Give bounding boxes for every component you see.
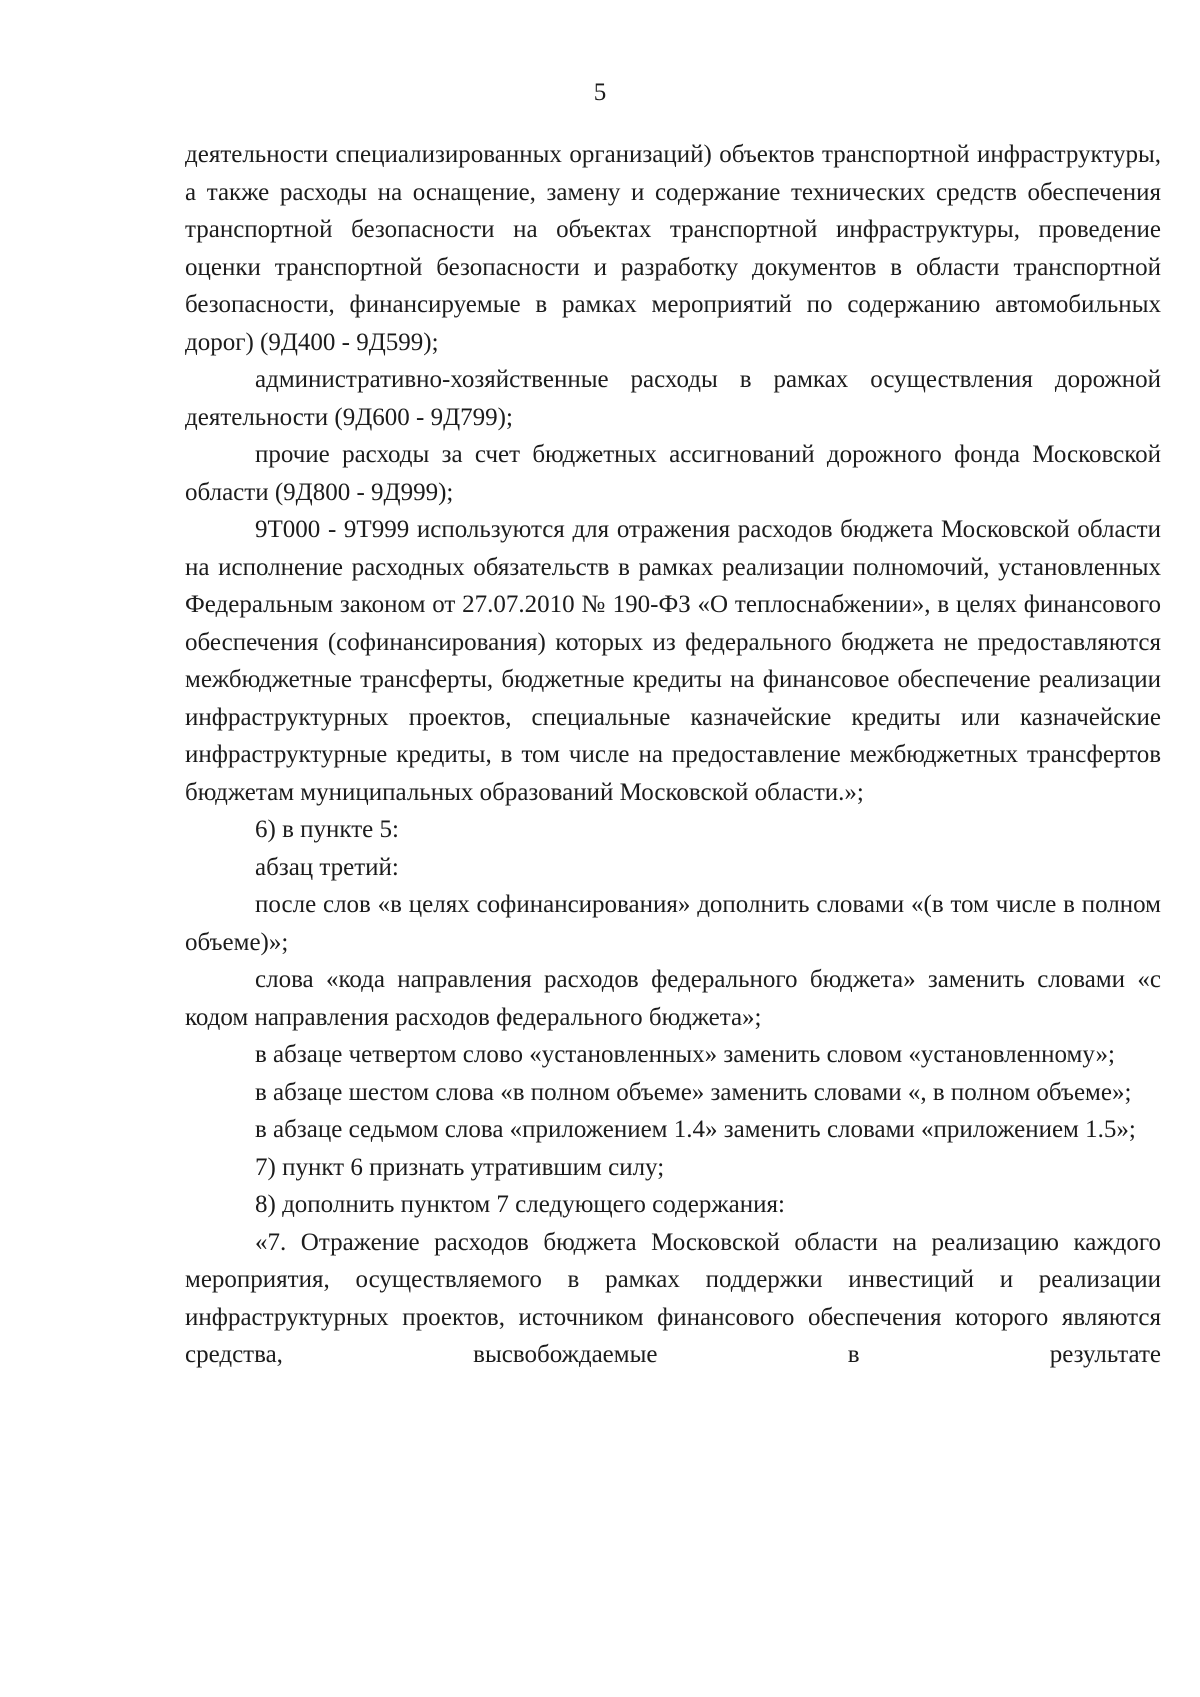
paragraph: в абзаце седьмом слова «приложением 1.4» заменить словами «приложением 1.5»; (255, 1116, 1136, 1143)
paragraph: 6) в пункте 5: (255, 816, 399, 843)
paragraph-continued: «7. Отражение расходов бюджета Московской области на реализацию каждого мероприятия, осуществляемого в рамках поддержки инвестиций и реализации инфраструктурных проектов, источником финансового обеспечения которого являются средства, высвобождаемые в результате (185, 1228, 1161, 1368)
paragraph: в абзаце четвертом слово «установленных» заменить словом «установленному»; (255, 1041, 1115, 1068)
paragraph: деятельности специализированных организаций) объектов транспортной инфраструктуры, а также расходы на оснащение, замену и содержание технических средств обеспечения транспортной безопасности на объектах транспортной инфраструктуры, проведение оценки транспортной безопасности и разработку документов в области транспортной безопасности, финансируемые в рамках мероприятий по содержанию автомобильных дорог) (9Д400 - 9Д599); (185, 141, 1161, 356)
page-number: 5 (593, 79, 607, 106)
paragraph: прочие расходы за счет бюджетных ассигнований дорожного фонда Московской области (9Д800 - 9Д999); (185, 441, 1161, 506)
paragraph: 7) пункт 6 признать утратившим силу; (255, 1153, 665, 1181)
document-body (185, 136, 1161, 1374)
paragraph: административно-хозяйственные расходы в рамках осуществления дорожной деятельности (9Д600 - 9Д799); (185, 366, 1161, 431)
paragraph: 9Т000 - 9Т999 используются для отражения расходов бюджета Московской области на исполнение расходных обязательств в рамках реализации полномочий, установленных Федеральным законом от 27.07.2010 № 190-ФЗ «О теплоснабжении», в целях финансового обеспечения (софинансирования) которых из федерального бюджета не предоставляются межбюджетные трансферты, бюджетные кредиты на финансовое обеспечение реализации инфраструктурных проектов, специальные казначейские кредиты или казначейские инфраструктурные кредиты, в том числе на предоставление межбюджетных трансфертов бюджетам муниципальных образований Московской области.»; (185, 516, 1161, 806)
paragraph: после слов «в целях софинансирования» дополнить словами «(в том числе в полном объеме)»; (185, 891, 1161, 956)
paragraph: слова «кода направления расходов федерального бюджета» заменить словами «с кодом направления расходов федерального бюджета»; (185, 966, 1161, 1031)
paragraph: в абзаце шестом слова «в полном объеме» заменить словами «, в полном объеме»; (255, 1078, 1132, 1106)
paragraph: абзац третий: (255, 853, 399, 881)
paragraph: 8) дополнить пунктом 7 следующего содержания: (255, 1191, 785, 1218)
